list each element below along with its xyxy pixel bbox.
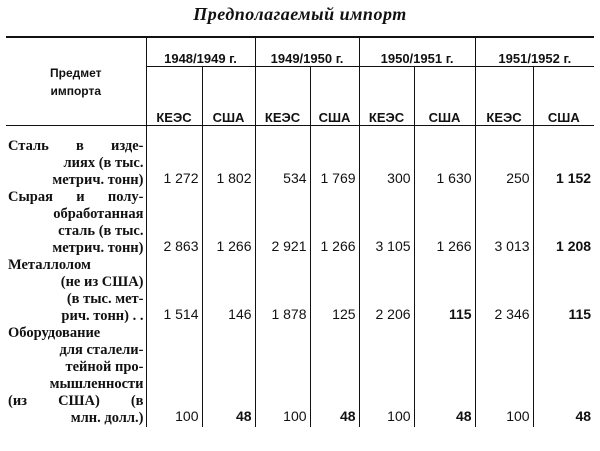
- row-label: [6, 325, 146, 427]
- row-label-line: для сталели-: [59, 342, 144, 358]
- cell-value: 3 105: [359, 189, 414, 257]
- cell-value: 115: [533, 257, 594, 325]
- col-usa: США: [202, 67, 255, 126]
- cell-value: 1 769: [310, 138, 359, 189]
- row-label-line: Металлолом: [8, 257, 91, 273]
- subject-header: [6, 37, 146, 126]
- subject-header-line1: Предмет: [49, 65, 102, 80]
- table-row-scrap: [6, 257, 594, 325]
- cell-value: 48: [202, 325, 255, 427]
- cell-value: 100: [359, 325, 414, 427]
- row-label: [6, 257, 146, 325]
- table-row-equipment: [6, 325, 594, 427]
- year-header-1948: 1948/1949 г.: [146, 37, 255, 67]
- row-label-line: (в тыс. мет-: [66, 291, 144, 307]
- col-usa: США: [533, 67, 594, 126]
- cell-value: 48: [310, 325, 359, 427]
- row-label-line: Сталь в изде-: [8, 138, 144, 154]
- cell-value: 1 266: [414, 189, 475, 257]
- year-header-1949: 1949/1950 г.: [255, 37, 359, 67]
- row-label: [6, 138, 146, 189]
- cell-value: 2 206: [359, 257, 414, 325]
- row-label-line: лиях (в тыс.: [63, 155, 144, 171]
- cell-value: 2 863: [146, 189, 202, 257]
- cell-value: 2 921: [255, 189, 310, 257]
- row-label-line: мышленности: [49, 376, 144, 392]
- row-label-line: Сырая и полу-: [8, 189, 144, 205]
- cell-value: 1 266: [202, 189, 255, 257]
- cell-value: 3 013: [475, 189, 533, 257]
- row-label-line: метрич. тонн): [52, 172, 144, 188]
- row-label-line: (не из США): [60, 274, 144, 290]
- col-keec: КЕЭС: [146, 67, 202, 126]
- cell-value: 48: [414, 325, 475, 427]
- cell-value: 1 878: [255, 257, 310, 325]
- cell-value: 2 346: [475, 257, 533, 325]
- cell-value: 146: [202, 257, 255, 325]
- cell-value: 48: [533, 325, 594, 427]
- cell-value: 100: [255, 325, 310, 427]
- cell-value: 100: [475, 325, 533, 427]
- cell-value: 1 802: [202, 138, 255, 189]
- row-label: [6, 189, 146, 257]
- cell-value: 100: [146, 325, 202, 427]
- import-table: [6, 36, 594, 427]
- col-usa: США: [414, 67, 475, 126]
- cell-value: 534: [255, 138, 310, 189]
- row-label-line: млн. долл.): [70, 410, 144, 426]
- row-label-line: рич. тонн) . .: [61, 308, 144, 324]
- table-title: Предполагаемый импорт: [193, 4, 407, 24]
- cell-value: 1 152: [533, 138, 594, 189]
- cell-value: 1 630: [414, 138, 475, 189]
- row-label-line: метрич. тонн): [52, 240, 144, 256]
- cell-value: 250: [475, 138, 533, 189]
- table-row-raw-steel: [6, 189, 594, 257]
- col-keec: КЕЭС: [255, 67, 310, 126]
- cell-value: 1 272: [146, 138, 202, 189]
- cell-value: 1 514: [146, 257, 202, 325]
- col-keec: КЕЭС: [475, 67, 533, 126]
- cell-value: 300: [359, 138, 414, 189]
- row-label-line: обработанная: [53, 206, 144, 222]
- cell-value: 125: [310, 257, 359, 325]
- cell-value: 1 266: [310, 189, 359, 257]
- year-header-1951: 1951/1952 г.: [475, 37, 594, 67]
- subject-header-line2: импорта: [50, 83, 102, 98]
- year-header-1950: 1950/1951 г.: [359, 37, 475, 67]
- row-label-line: Оборудование: [8, 325, 101, 341]
- cell-value: 1 208: [533, 189, 594, 257]
- row-label-line: (из США) (в: [8, 393, 144, 409]
- col-keec: КЕЭС: [359, 67, 414, 126]
- table-row-steel-products: [6, 138, 594, 189]
- cell-value: 115: [414, 257, 475, 325]
- col-usa: США: [310, 67, 359, 126]
- row-label-line: тейной про-: [65, 359, 144, 375]
- row-label-line: сталь (в тыс.: [58, 223, 144, 239]
